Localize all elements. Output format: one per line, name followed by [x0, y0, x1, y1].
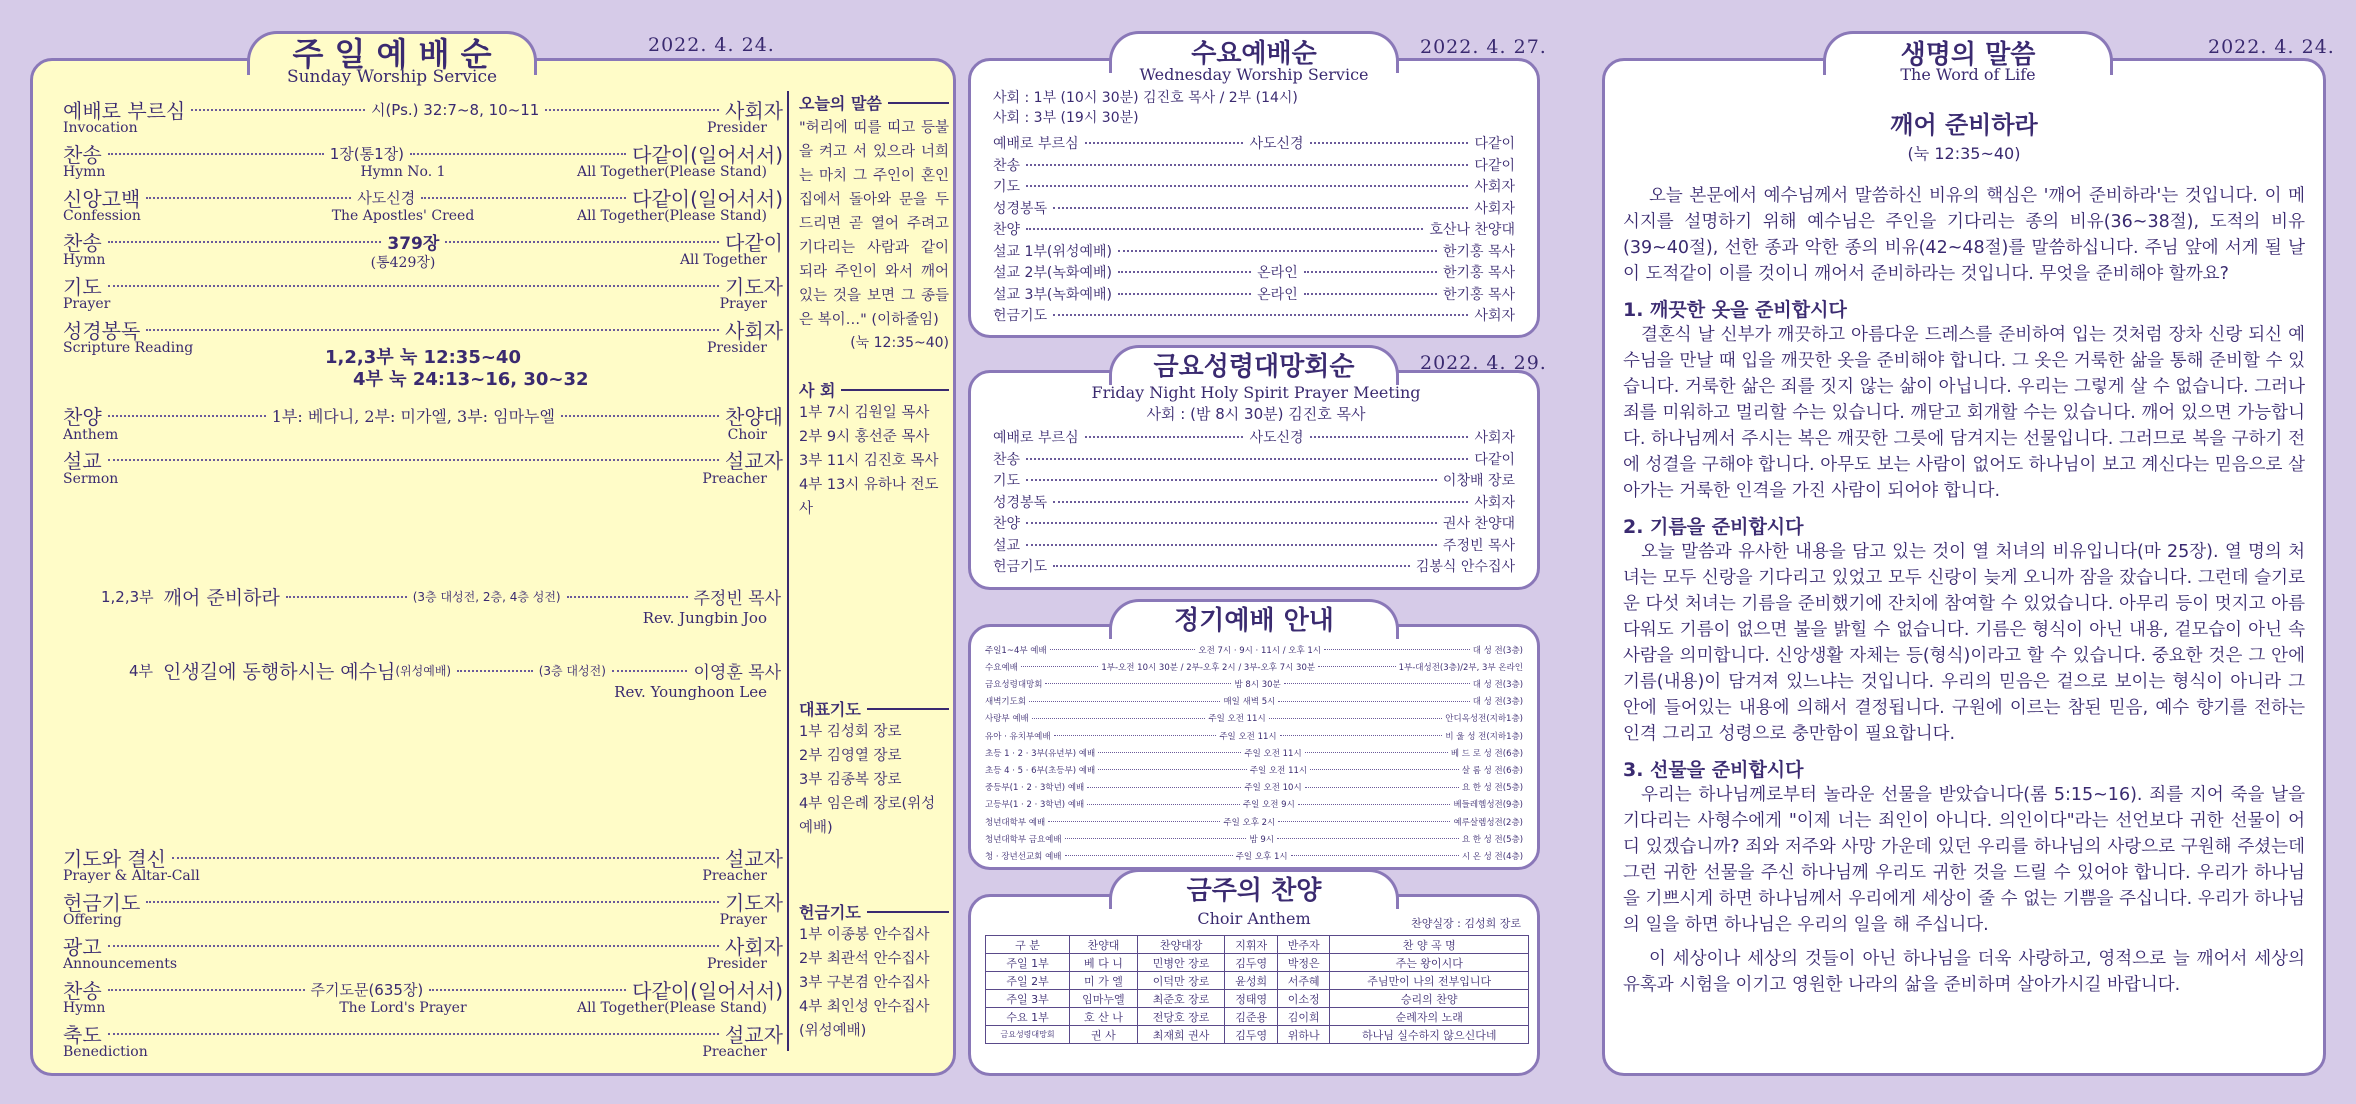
order-row — [993, 492, 1515, 512]
mc-list — [799, 401, 949, 521]
order-item-role: 다같이(일어서서) — [632, 979, 784, 1003]
anthem-role: 찬양대 — [725, 405, 784, 429]
choir-header-cell: 구 분 — [986, 936, 1070, 954]
order-row-label: 성경봉독 — [993, 200, 1048, 217]
anthem-role-en: Choir — [727, 427, 767, 443]
sermon-2-preacher-en: Rev. Younghoon Lee — [614, 683, 767, 701]
choir-cell: 권 사 — [1070, 1026, 1138, 1044]
list-item: 2부 김영열 장로 — [799, 748, 902, 764]
choir-cell: 김이희 — [1277, 1008, 1329, 1026]
order-row — [993, 176, 1515, 196]
choir-cell: 윤성희 — [1225, 972, 1277, 990]
sermon-ref: (눅 12:35~40) — [1907, 144, 2021, 163]
order-item-label: 신앙고백 — [63, 187, 141, 211]
service-row — [985, 832, 1523, 845]
order-row-label: 찬송 — [993, 157, 1021, 174]
order-item-label-en: Hymn — [63, 1000, 106, 1016]
order-row-label: 예배로 부르심 — [993, 136, 1079, 152]
service-row — [985, 643, 1523, 656]
order-item-detail-en: The Apostles' Creed — [331, 208, 475, 224]
word-ref: (눅 12:35~40) — [850, 335, 949, 351]
order-item-role: 기도자 — [725, 891, 783, 915]
choir-cell: 호 산 나 — [1070, 1008, 1138, 1026]
service-time: 주일 오전 11시 — [1219, 731, 1277, 742]
service-row — [985, 695, 1523, 708]
order-item-detail-en: Hymn No. 1 — [360, 164, 446, 180]
friday-date: 2022. 4. 29. — [1420, 352, 1547, 374]
order-row — [993, 470, 1515, 490]
service-place: 대 성 전(3층) — [1472, 679, 1524, 690]
choir-cell: 주일 3부 — [986, 990, 1070, 1008]
order-row — [993, 449, 1515, 469]
service-name: 초등 4 · 5 · 6부(초등부) 예배 — [985, 765, 1096, 776]
sermon-1-preacher-en: Rev. Jungbin Joo — [642, 609, 767, 627]
service-row — [985, 746, 1523, 759]
offering-heading: 헌금기도 — [799, 900, 949, 923]
sermon-2-place: (3층 대성전) — [538, 664, 606, 678]
side-column — [799, 91, 949, 1043]
word-heading: 오늘의 말씀 — [799, 91, 949, 114]
list-item: 1부 이종봉 안수집사 — [799, 927, 930, 943]
wednesday-mc-1: 사회 : 1부 (10시 30분) 김진호 목사 / 2부 (14시) — [993, 90, 1298, 106]
choir-subtitle: Choir Anthem — [1197, 909, 1311, 928]
order-item-label-en: Hymn — [63, 164, 106, 180]
service-place: 요 한 성 전(5층) — [1461, 834, 1524, 845]
order-row-detail: 온라인 — [1257, 265, 1298, 281]
wednesday-title: 수요예배순 — [1109, 31, 1399, 73]
point-3-paragraph: 우리는 하나님께로부터 놀라운 선물을 받았습니다(롬 5:15~16). 죄를 지어 죽을 날을 기다리는 사형수에게 "이제 너는 죄인이 아니다. 의인이다"라는 선언보다 귀한 선물이 어디 있겠습니까? 죄와 저주와 사망 가운데 있던 우리를 하나님의 사랑으로 구원해 주셨는데 그런 귀한 선물을 주신 하나님께 우리도 귀한 것을 드릴 수 있어야 합니다. 우리가 하나님을 기쁘시게 하면 하나님께서 우리에게 세상이 줄 수 없는 기쁨을 주십니다. 우리가 하나님의 일을 하면 하나님은 우리의 일을 해 주십니다. — [1623, 785, 2305, 935]
service-place: 베들레헴성전(9층) — [1453, 800, 1523, 811]
order-item-detail: 시(Ps.) 32:7~8, 10~11 — [370, 101, 540, 119]
sunday-date: 2022. 4. 24. — [648, 34, 775, 56]
order-item-role-en: All Together(Please Stand) — [577, 208, 767, 224]
order-row-label: 예배로 부르심 — [993, 430, 1079, 446]
order-row-role: 한기홍 목사 — [1442, 265, 1516, 281]
rep-prayer-list — [799, 720, 949, 840]
order-item — [63, 95, 783, 124]
order-item-detail: 주기도문(635장) — [310, 981, 424, 999]
order-item-label-en: Scripture Reading — [63, 340, 194, 356]
service-time: 주일 오전 9시 — [1242, 800, 1295, 811]
life-subtitle: The Word of Life — [1900, 65, 2036, 84]
point-2-heading: 2. 기름을 준비합시다 — [1623, 516, 1804, 538]
order-item-label-en: Offering — [63, 912, 122, 928]
service-name: 새벽기도회 — [985, 697, 1027, 708]
service-time: 주일 오전 11시 — [1249, 765, 1308, 776]
order-item-label: 찬송 — [63, 143, 102, 167]
order-row-role: 한기홍 목사 — [1442, 243, 1515, 260]
order-item-detail: 사도신경 — [357, 189, 416, 207]
sermon-1-place: (3층 대성전, 2층, 4층 성전) — [412, 590, 561, 604]
sermon-2-note: (위성예배) — [395, 664, 452, 678]
order-row — [993, 535, 1515, 555]
order-row-detail: 온라인 — [1257, 286, 1298, 303]
choir-cell: 이덕만 장로 — [1137, 972, 1225, 990]
order-item — [63, 1019, 783, 1048]
choir-cell: 승리의 찬양 — [1330, 990, 1529, 1008]
order-row-role: 다같이 — [1474, 136, 1516, 152]
order-item-label-en: Announcements — [63, 956, 178, 972]
order-item-label: 헌금기도 — [63, 891, 141, 915]
sermon-1-title: 깨어 준비하라 — [163, 587, 280, 609]
service-time: 매일 새벽 5시 — [1223, 697, 1276, 708]
order-item-role: 사회자 — [725, 935, 783, 959]
service-place: 예루살렘성전(2층) — [1453, 817, 1523, 828]
choir-cell: 위하나 — [1277, 1026, 1329, 1044]
order-item-label: 성경봉독 — [63, 319, 141, 343]
order-item-role-en: All Together(Please Stand) — [577, 164, 767, 180]
service-name: 고등부(1 · 2 · 3학년) 예배 — [985, 800, 1085, 811]
order-row-label: 기도 — [993, 179, 1021, 195]
service-row — [985, 729, 1523, 742]
choir-cell: 하나님 실수하지 않으신다네 — [1330, 1026, 1529, 1044]
choir-cell: 임마누엘 — [1070, 990, 1138, 1008]
order-item-role-en: Prayer — [719, 912, 767, 928]
anthem-row — [63, 401, 783, 430]
choir-title: 금주의 찬양 — [1109, 869, 1399, 909]
order-item — [63, 887, 783, 916]
service-row — [985, 798, 1523, 811]
closing-paragraph: 이 세상이나 세상의 것들이 아닌 하나님을 더욱 사랑하고, 영적으로 늘 깨어서 세상의 유혹과 시험을 이기고 영원한 나라의 삶을 준비하며 살아가시길 바랍니다. — [1623, 949, 2305, 995]
point-1-paragraph: 결혼식 날 신부가 깨끗하고 아름다운 드레스를 준비하여 입는 것처럼 장차 신랑 되신 예수님을 만날 때 입을 깨끗한 옷을 준비해야 합니다. 그 옷은 거룩한 삶을 통해 준비할 수 있습니다. 거룩한 삶은 죄를 짓지 않는 삶이 아닙니다. 우리는 그렇게 살 수 없습니다. 그러나 죄를 미워하고 멀리할 수는 있습니다. 깨닫고 회개할 수는 있습니다. 깨어 있으면 가능합니다. 하나님께서 주시는 복은 깨끗한 그릇에 담겨지는 선물입니다. 그러므로 복을 구하기 전에 성결을 구해야 합니다. 아무도 보는 사람이 없어도 하나님이 보고 계신다는 믿음으로 살아가는 거룩한 인격을 가진 사람이 되어야 합니다. — [1623, 325, 2305, 501]
life-title: 생명의 말씀 — [1823, 31, 2113, 75]
service-place: 시 온 성 전(4층) — [1461, 851, 1524, 862]
choir-header-cell: 지휘자 — [1225, 936, 1277, 954]
choir-cell: 주님만이 나의 전부입니다 — [1330, 972, 1529, 990]
choir-anthem-panel — [968, 876, 1540, 1076]
sermon-1-preacher: 주정빈 목사 — [693, 589, 782, 609]
order-item-label-en: Prayer & Altar-Call — [63, 868, 200, 884]
service-time: 밤 9시 — [1249, 834, 1274, 845]
order-row-detail: 사도신경 — [1249, 430, 1304, 446]
service-place: 대 성 전(3층) — [1472, 697, 1524, 708]
order-row-label: 기도 — [993, 473, 1021, 489]
service-place: 1부-대성전(3층)/2부, 3부 온라인 — [1398, 662, 1524, 673]
service-name: 청 · 장년선교회 예배 — [985, 851, 1062, 862]
order-item — [63, 271, 783, 300]
sunday-subtitle: Sunday Worship Service — [286, 67, 498, 87]
order-row — [993, 133, 1515, 153]
order-item-role: 설교자 — [725, 1023, 783, 1047]
order-item-role: 기도자 — [725, 275, 783, 299]
order-row — [993, 262, 1515, 282]
order-item-label-en: Hymn — [63, 252, 106, 268]
order-item-label-en: Benediction — [63, 1044, 148, 1060]
order-item-label: 찬송 — [63, 979, 102, 1003]
service-name: 유아 · 유치부예배 — [985, 731, 1051, 742]
choir-cell: 주는 왕이시다 — [1330, 954, 1529, 972]
choir-cell: 금요성령대망회 — [986, 1026, 1070, 1044]
choir-cell: 김준용 — [1225, 1008, 1277, 1026]
service-time: 1부-오전 10시 30분 / 2부-오후 2시 / 3부-오후 7시 30분 — [1101, 662, 1316, 673]
order-row-label: 헌금기도 — [993, 308, 1048, 324]
choir-cell: 최재희 권사 — [1137, 1026, 1225, 1044]
service-time: 오전 7시 · 9시 · 11시 / 오후 1시 — [1198, 645, 1322, 656]
order-item-label: 광고 — [63, 935, 102, 959]
sermon-2-part: 4부 — [129, 662, 154, 680]
order-row-label: 설교 2부(녹화예배) — [993, 265, 1112, 281]
service-time: 밤 8시 30분 — [1234, 679, 1281, 690]
order-item-label-en: Invocation — [63, 120, 138, 136]
order-item-label: 찬송 — [63, 231, 102, 255]
choir-header-cell: 반주자 — [1277, 936, 1329, 954]
order-row-role: 김봉식 안수집사 — [1415, 559, 1515, 575]
service-row — [985, 815, 1523, 828]
order-row-role: 사회자 — [1474, 179, 1515, 195]
sermon-label: 설교 — [63, 449, 102, 473]
list-item: 4부 최인성 안수집사(위성예배) — [799, 999, 930, 1039]
regular-services-panel — [968, 606, 1540, 870]
choir-cell: 이소정 — [1277, 990, 1329, 1008]
order-row — [993, 284, 1515, 304]
order-row — [993, 155, 1515, 175]
order-row — [993, 198, 1515, 218]
wednesday-date: 2022. 4. 27. — [1420, 36, 1547, 58]
word-text: "허리에 띠를 띠고 등불을 켜고 서 있으라 너희는 마치 그 주인이 혼인 집에서 돌아와 문을 두드리면 곧 열어 주려고 기다리는 사람과 같이 되라 주인이 와서 깨어 있는 것을 보면 그 종들은 복이…" (이하줄임) — [799, 120, 949, 328]
friday-subtitle: Friday Night Holy Spirit Prayer Meeting — [1091, 383, 1421, 402]
order-item-role: 다같이(일어서서) — [632, 187, 784, 211]
service-time: 주일 오전 11시 — [1244, 748, 1302, 759]
anthem-en: Anthem — [63, 427, 119, 443]
order-item-role: 다같이 — [725, 231, 783, 255]
mc-heading: 사 회 — [799, 378, 949, 401]
choir-cell: 민병안 장로 — [1137, 954, 1225, 972]
service-row — [985, 763, 1523, 776]
order-row-role: 이창배 장로 — [1442, 473, 1515, 489]
point-2-paragraph: 오늘 말씀과 유사한 내용을 담고 있는 것이 열 처녀의 비유입니다(마 25장). 열 명의 처녀는 모두 신랑을 기다리고 있었고 모두 신랑이 늦게 오니까 잠을 잤습니다. 그런데 슬기로운 다섯 처녀는 기름을 준비했기에 잔치에 참여할 수 있었습니다. 아무리 등이 멋지고 아름다워도 기름이 없으면 불을 밝힐 수 없습니다. 기름은 형식이 아닌 내용, 겉모습이 아닌 속사람을 의미합니다. 신앙생활 자체는 등(형식)이라고 할 수 있습니다. 중요한 것은 그 안에 기름(내용)이 담겨져 있느냐는 것입니다. 우리의 믿음은 겉으로 보이는 형식이 아니라 그 안에 들어있는 내용에 의해서 결정됩니다. 구원에 이르는 참된 믿음, 예수 향기를 전하는 인격 그리고 성령으로 충만함이 필요합니다. — [1623, 542, 2305, 744]
list-item: 3부 김종복 장로 — [799, 772, 902, 788]
order-row-label: 찬양 — [993, 516, 1021, 532]
reading-line-1: 1,2,3부 눅 12:35~40 — [325, 347, 521, 368]
order-row-label: 설교 3부(녹화예배) — [993, 286, 1112, 303]
order-row — [993, 241, 1515, 261]
order-row-role: 다같이 — [1474, 157, 1515, 174]
list-item: 1부 7시 김원일 목사 — [799, 405, 930, 421]
service-place: 안디옥성전(지하1층) — [1445, 714, 1523, 725]
table-row — [986, 954, 1529, 972]
list-item: 4부 임은례 장로(위성예배) — [799, 796, 936, 836]
order-row-label: 설교 — [993, 537, 1021, 554]
service-place: 요 한 성 전(5층) — [1461, 783, 1524, 794]
service-name: 중등부(1 · 2 · 3학년) 예배 — [985, 783, 1085, 794]
order-item-detail: 1장(통1장) — [329, 145, 405, 163]
list-item: 2부 9시 홍선준 목사 — [799, 429, 930, 445]
order-item-label: 기도와 결신 — [63, 847, 166, 871]
service-name: 청년대학부 예배 — [985, 817, 1046, 828]
choir-cell: 박정은 — [1277, 954, 1329, 972]
service-name: 주일1~4부 예배 — [985, 645, 1047, 656]
order-item-role-en: Preacher — [702, 868, 767, 884]
order-row — [993, 305, 1515, 325]
choir-cell: 최준호 장로 — [1137, 990, 1225, 1008]
order-row-role: 주정빈 목사 — [1442, 537, 1515, 554]
order-item-label: 축도 — [63, 1023, 102, 1047]
list-item: 3부 11시 김진호 목사 — [799, 453, 939, 469]
order-row — [993, 513, 1515, 533]
choir-cell: 정태영 — [1225, 990, 1277, 1008]
friday-mc: 사회 : (밤 8시 30분) 김진호 목사 — [1146, 405, 1366, 423]
order-item-role-en: Presider — [707, 120, 767, 136]
order-row-label: 성경봉독 — [993, 494, 1048, 511]
order-item-detail-en: (통429장) — [370, 255, 436, 271]
order-item-label-en: Confession — [63, 208, 141, 224]
choir-cell: 전당호 장로 — [1137, 1008, 1225, 1026]
table-row — [986, 1008, 1529, 1026]
service-name: 수요예배 — [985, 662, 1018, 673]
service-place: 비 울 성 전(지하1층) — [1445, 731, 1523, 742]
list-item: 1부 김성회 장로 — [799, 724, 902, 740]
reading-line-2: 4부 눅 24:13~16, 30~32 — [353, 369, 589, 390]
service-row — [985, 781, 1523, 794]
choir-header-cell: 찬 양 곡 명 — [1330, 936, 1529, 954]
service-place: 살 롬 성 전(6층) — [1461, 765, 1523, 776]
choir-cell: 순례자의 노래 — [1330, 1008, 1529, 1026]
list-item: 2부 최관석 안수집사 — [799, 951, 930, 967]
wednesday-subtitle: Wednesday Worship Service — [1139, 65, 1369, 84]
rep-heading: 대표기도 — [799, 697, 949, 720]
choir-table — [985, 935, 1529, 1044]
order-item-role: 다같이(일어서서) — [632, 143, 784, 167]
order-row-role: 사회자 — [1474, 494, 1515, 511]
choir-table-header — [986, 936, 1529, 954]
choir-header-cell: 찬양대장 — [1137, 936, 1225, 954]
list-item: 3부 구본겸 안수집사 — [799, 975, 930, 991]
life-date: 2022. 4. 24. — [2208, 36, 2335, 58]
order-item-role-en: Presider — [707, 340, 767, 356]
sermon-2-preacher: 이영훈 목사 — [693, 663, 781, 683]
service-name: 초등 1 · 2 · 3부(유년부) 예배 — [985, 748, 1096, 759]
choir-cell: 주일 2부 — [986, 972, 1070, 990]
wednesday-mc-2: 사회 : 3부 (19시 30분) — [993, 110, 1139, 126]
sermon-role-en: Preacher — [702, 471, 767, 487]
choir-cell: 수요 1부 — [986, 1008, 1070, 1026]
order-row-label: 헌금기도 — [993, 559, 1048, 575]
service-time: 주일 오후 2시 — [1223, 817, 1276, 828]
choir-header-cell: 찬양대 — [1070, 936, 1138, 954]
order-item-role: 사회자 — [725, 99, 783, 123]
order-row — [993, 427, 1515, 447]
order-item-role-en: All Together(Please Stand) — [577, 1000, 767, 1016]
choir-cell: 김두영 — [1225, 954, 1277, 972]
order-row — [993, 556, 1515, 576]
service-name: 청년대학부 금요예배 — [985, 834, 1062, 845]
choir-director: 찬양실장 : 김성희 장로 — [1411, 917, 1521, 930]
order-row-detail: 사도신경 — [1249, 136, 1304, 152]
sermon-1-part: 1,2,3부 — [101, 588, 154, 606]
regular-title: 정기예배 안내 — [1109, 599, 1399, 639]
friday-title: 금요성령대망회순 — [1109, 345, 1399, 385]
order-item-label-en: Prayer — [63, 296, 111, 312]
service-name: 사랑부 예배 — [985, 714, 1029, 725]
sermon-body — [1623, 183, 2305, 998]
order-row-role: 사회자 — [1474, 200, 1515, 217]
choir-cell: 김두영 — [1225, 1026, 1277, 1044]
service-time: 주일 오후 1시 — [1235, 851, 1288, 862]
choir-cell: 서주혜 — [1277, 972, 1329, 990]
order-item-role: 사회자 — [725, 319, 783, 343]
service-row — [985, 849, 1523, 862]
point-3-heading: 3. 선물을 준비합시다 — [1623, 759, 1804, 781]
sunday-title: 주 일 예 배 순 — [247, 31, 537, 75]
order-item-detail-en: The Lord's Prayer — [339, 1000, 467, 1016]
service-row — [985, 677, 1523, 690]
service-time: 주일 오전 11시 — [1208, 714, 1266, 725]
anthem-choirs: 1부: 베다니, 2부: 미가엘, 3부: 임마누엘 — [271, 407, 555, 426]
order-row — [993, 219, 1515, 239]
order-item-label: 예배로 부르심 — [63, 99, 186, 123]
choir-cell: 베 다 니 — [1070, 954, 1138, 972]
service-place: 베 드 로 성 전(6층) — [1450, 748, 1524, 759]
order-row-label: 찬양 — [993, 222, 1021, 238]
sermon-heading: 깨어 준비하라 — [1890, 111, 2038, 139]
order-row-role: 호산나 찬양대 — [1429, 222, 1515, 238]
table-row — [986, 972, 1529, 990]
list-item: 4부 13시 유하나 전도사 — [799, 477, 939, 517]
table-row — [986, 1026, 1529, 1044]
offering-prayer-list — [799, 923, 949, 1043]
choir-cell: 미 가 엘 — [1070, 972, 1138, 990]
service-row — [985, 660, 1523, 673]
order-item-label: 기도 — [63, 275, 102, 299]
sermon-2-title: 인생길에 동행하시는 예수님 — [163, 661, 396, 683]
service-name: 금요성령대망회 — [985, 679, 1043, 690]
order-row-label: 찬송 — [993, 451, 1021, 468]
order-row-role: 사회자 — [1474, 308, 1515, 324]
anthem-label: 찬양 — [63, 405, 102, 429]
sermon-en: Sermon — [63, 471, 119, 487]
choir-cell: 주일 1부 — [986, 954, 1070, 972]
column-divider — [787, 91, 789, 1051]
order-row-role: 다같이 — [1474, 451, 1515, 468]
intro-paragraph: 오늘 본문에서 예수님께서 말씀하신 비유의 핵심은 '깨어 준비하라'는 것입니다. 이 메시지를 설명하기 위해 예수님은 주인을 기다리는 종의 비유(36~38절), 도적의 비유(39~40절), 선한 종과 악한 종의 비유(42~48절)를 말씀하십니다. 주님 앞에 서게 될 날이 도적같이 이를 것이니 깨어서 준비하라는 것입니다. 무엇을 준비해야 할까요? — [1623, 186, 2305, 284]
order-row-label: 설교 1부(위성예배) — [993, 243, 1112, 260]
sermon-2-row — [129, 657, 781, 684]
order-row-role: 권사 찬양대 — [1442, 516, 1515, 532]
table-row — [986, 990, 1529, 1008]
order-item-role-en: All Together — [679, 252, 767, 268]
service-place: 대 성 전(3층) — [1472, 645, 1523, 656]
order-item-detail: 379장 — [387, 234, 440, 254]
sermon-role: 설교자 — [725, 449, 783, 473]
point-1-heading: 1. 깨끗한 옷을 준비합시다 — [1623, 299, 1847, 321]
service-time: 주일 오전 10시 — [1244, 783, 1302, 794]
sermon-row — [63, 445, 783, 474]
order-item-role: 설교자 — [725, 847, 783, 871]
order-item-role-en: Prayer — [719, 296, 767, 312]
order-item-role-en: Presider — [707, 956, 767, 972]
sermon-1-row — [101, 583, 781, 610]
service-row — [985, 712, 1523, 725]
order-row-role: 사회자 — [1474, 430, 1516, 446]
order-item-role-en: Preacher — [702, 1044, 767, 1060]
order-row-role: 한기홍 목사 — [1442, 286, 1516, 303]
